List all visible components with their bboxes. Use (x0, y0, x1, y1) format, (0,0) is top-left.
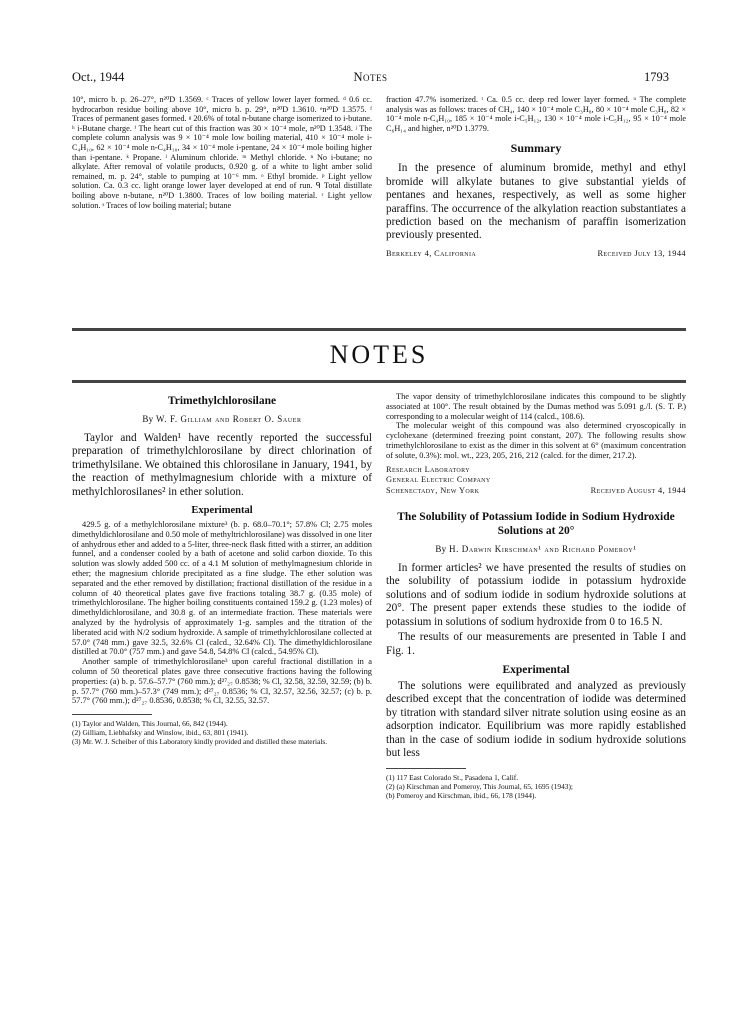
summary-heading: Summary (510, 141, 562, 156)
article1-received-date: Received August 4, 1944 (590, 485, 686, 495)
article1-byline (72, 414, 372, 424)
article1-footnote: (1) Taylor and Walden, This Journal, 66, 842 (1944). (72, 719, 228, 729)
article1-continuation-1: The vapor density of trimethylchlorosilane indicates this compound to be slightly associated at 100°. The result obtained by the Dumas method was 5.091 g./l. (S. T. P.) corresponding to a molecular weight of 114 (calcd., 108.6). (386, 392, 686, 421)
article1-intro: Taylor and Walden¹ have recently reported the successful preparation of trimethylchlorosilane by direct chlorination of trimethylsilane. We obtained this chlorosilane in January, 1941, by the reaction of methylmagnesium chloride with a mixture of methylchlorosilanes² in ether solution. (72, 432, 372, 498)
article2-footnotes (386, 773, 686, 800)
header-page-number: 1793 (644, 70, 669, 84)
article1-exp-paragraph-2: Another sample of trimethylchlorosilane³ upon careful fractional distillation in a column of 50 theoretical plates gave three consecutive fractions having the following properties: (a) b. p. 57.6–57.7° (760 mm.); d²⁷₂₇ 0.8538; % Cl, 32.58, 32.59, 32.59; (b) b. p. 57.7° (760 mm.)–57.3° (749 mm.); d²⁷₂₇ 0.8536; % Cl, 32.57, 32.56, 32.57; (c) b. p. 57.7° (760 mm.); d²⁷₂₇ 0.8536, 0.8538; % Cl, 32.55, 32.57. (72, 657, 372, 706)
article1-affiliation-line: Schenectady, New York (386, 485, 480, 495)
prev-article-right-column (386, 95, 686, 300)
running-header (72, 70, 669, 86)
article1-authors: W. F. Gilliam and Robert O. Sauer (156, 414, 302, 424)
notes-rule-top (72, 328, 686, 331)
article1-exp-paragraph-1: 429.5 g. of a methylchlorosilane mixture³ (b. p. 68.0–70.1°; 57.8% Cl; 2.75 moles dimethyldichlorosilane and 0.50 mole of methyltrichlorosilane) was dissolved in one liter of anhydrous ether and added to a 5-liter, three-neck flask fitted with a stirrer, an addition funnel, and a condenser cooled by a bath of acetone and solid carbon dioxide. To this solution was slowly added 500 cc. of a 4.1 M solution of methylmagnesium chloride in ether; the magnesium chloride precipitated as a fine sludge. The ether solution was separated and the ether removed by distillation; fractional distillation of the residue in a column of 40 theoretical plates gave five fractions totaling 38.7 g. (0.35 mole) of trimethylchlorosilane. The higher boiling constituents contained 159.2 g. (1.23 moles) of dimethyldichlorosilane, and 30.8 g. of an intermediate fraction. These materials were analyzed by the hydrolysis of approximately 1-g. samples and the titration of the liberated acid with N/2 sodium hydroxide. A sample of trimethylchlorosilane collected at 57.0° (748 mm.) gave 32.5, 32.6% Cl (calcd., 32.64% Cl). The dimethyldichlorosilane distilled at 70.0° (757 mm.) and gave 54.8, 54.8% Cl (calcd., 54.95% Cl). (72, 520, 372, 657)
article2-footnote-rule (386, 768, 466, 769)
article1-continuation-2: The molecular weight of this compound was also determined cryoscopically in cyclohexane (determined freezing point constant, 207). The following results show trimethylchlorosilane to exist as the dimer in this solvent at 6° (maximum concentration of solute, 0.3%): mol. wt., 223, 205, 216, 212 (calcd. for the dimer, 217.2). (386, 421, 686, 460)
table-footnotes-left: 10°, micro b. p. 26–27°, n²⁰D 1.3569. ᶜ Traces of yellow lower layer formed. ᵈ 0.6 cc. hydrocarbon residue boiling above 10°, micro b. p. 29°, n²⁰D 1.3610. ᵉn²⁰D 1.3575. ᶠ Traces of permanent gases formed. ᵍ 20.6% of total n-butane charge isomerized to i-butane. ʰ i-Butane charge. ⁱ The heart cut of this fraction was 30 × 10⁻⁴ mole, n²⁰D 1.3548. ʲ The complete column analysis was 9 × 10⁻⁴ mole low boiling material, 410 × 10⁻⁴ mole i-C₄H₁₀, 62 × 10⁻⁴ mole n-C₄H₁₀, 34 × 10⁻⁴ mole i-pentane, 24 × 10⁻⁴ mole boiling higher than i-pentane. ᵏ Propane. ˡ Aluminum chloride. ᵐ Methyl chloride. ⁿ No i-butane; no alkylate. After removal of volatile products, 0.920 g. of a white to light amber solid remained, m. p. 24°, stable to pumping at 10⁻⁶ mm. ᵒ Ethyl bromide. ᵖ Light yellow solution. Ca. 0.3 cc. light orange lower layer developed at end of run. ᑫ Total distillate boiling above n-butane, n²⁰D 1.3800. Traces of low boiling material. ʳ Light yellow solution. ˢ Traces of low boiling material; butane (72, 95, 372, 210)
article2-authors: H. Darwin Kirschman¹ and Richard Pomeroy¹ (448, 544, 637, 555)
prev-affiliation-line (386, 249, 686, 260)
article2-paragraph-3: The solutions were equilibrated and analyzed as previously described except that the concentration of iodide was determined by titration with standard silver nitrate solution using eosine as an adsorption indicator. Equilibrium was more rapidly established than in the case of sodium iodide in sodium hydroxide solutions but less (386, 679, 686, 759)
article2-footnote: (2) (a) Kirschman and Pomeroy, This Journal, 65, 1695 (1943); (386, 782, 573, 792)
article1-affiliation-last (386, 486, 686, 497)
article1-affiliation-line: General Electric Company (386, 475, 491, 485)
header-date: Oct., 1944 (72, 70, 125, 84)
article2-paragraph-2: The results of our measurements are presented in Table I and Fig. 1. (386, 631, 686, 657)
prev-affiliation: Berkeley 4, California (386, 248, 477, 258)
table-footnotes-right: fraction 47.7% isomerized. ᵗ Ca. 0.5 cc. deep red lower layer formed. ᵘ The complete analysis was as follows: traces of CH₄, 140 × 10⁻⁴ mole C₃H₈, 80 × 10⁻⁴ mole C₃H₈, 82 × 10⁻⁴ mole n-C₄H₁₀, 185 × 10⁻⁴ mole i-C₅H₁₂, 130 × 10⁻⁴ mole i-C₅H₁₂, 95 × 10⁻⁴ mole C₆H₁₄ and higher, n²⁰D 1.3779. (386, 95, 686, 133)
prev-received-date: Received July 13, 1944 (597, 248, 686, 258)
article1-affiliation-line: Research Laboratory (386, 464, 470, 474)
notes-rule-bottom (72, 380, 686, 383)
article2-byline (386, 544, 686, 554)
article1-footnote: (3) Mr. W. J. Scheiber of this Laboratory kindly provided and distilled these materials. (72, 737, 328, 747)
article1-title: Trimethylchlorosilane (167, 395, 277, 407)
prev-article-footnotes-left (72, 95, 372, 300)
article1-by: By (142, 414, 154, 424)
article1-footnotes (72, 719, 372, 746)
article1-footnote-rule (72, 714, 152, 715)
article2-footnote: (1) 117 East Colorado St., Pasadena 1, Calif. (386, 773, 519, 783)
article1-column (72, 392, 372, 990)
article1-footnote: (2) Gilliam, Liebhafsky and Winslow, ibid., 63, 801 (1941). (72, 728, 249, 738)
article2-by: By (435, 544, 447, 555)
summary-text: In the presence of aluminum bromide, methyl and ethyl bromide will alkylate butanes to give substantial yields of pentanes and hexanes, respectively, as well as some higher paraffins. The occurrence of the alkylation reaction substantiates a prediction based on the mechanism of paraffin isomerization previously presented. (386, 162, 686, 242)
article2-footnote: (b) Pomeroy and Kirschman, ibid., 66, 178 (1944). (386, 791, 537, 801)
article1-affiliation (386, 465, 686, 497)
article1-experimental-heading: Experimental (191, 505, 253, 517)
right-column-bottom (386, 392, 686, 990)
article2-title: The Solubility of Potassium Iodide in Sodium Hydroxide Solutions at 20° (397, 511, 675, 538)
article2-experimental-heading: Experimental (502, 663, 570, 676)
header-section: Notes (353, 70, 388, 84)
article2-paragraph-1: In former articles² we have presented the results of studies on the solubility of potassium iodide in potassium hydroxide solutions and of sodium iodide in sodium hydroxide solutions at 20°. The present paper extends these studies to the iodide of potassium in solutions of sodium hydroxide from 0 to 16.5 N. (386, 562, 686, 628)
notes-heading: NOTES (329, 340, 429, 369)
